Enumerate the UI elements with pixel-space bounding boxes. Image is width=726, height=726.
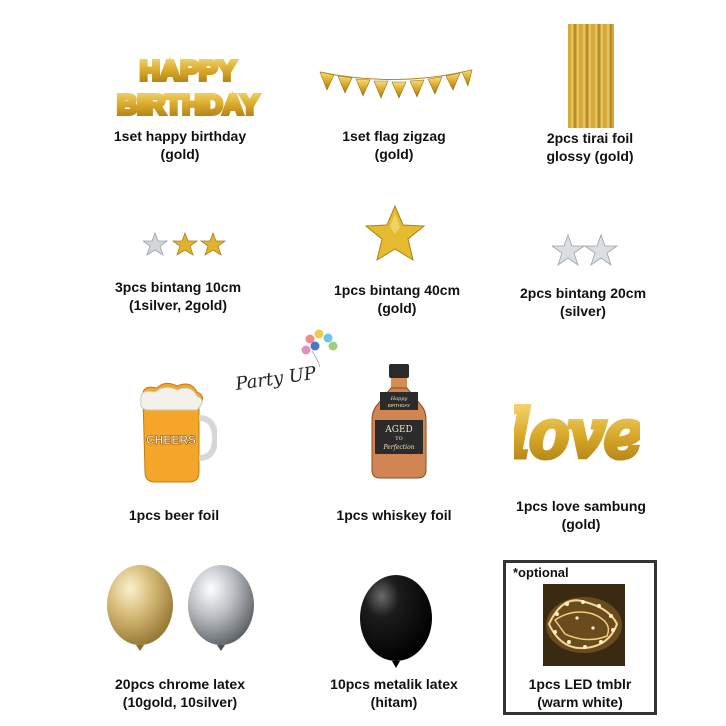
svg-text:BIRTHDAY: BIRTHDAY <box>387 403 411 408</box>
love-text: love <box>514 398 640 472</box>
svg-text:AGED: AGED <box>385 425 413 435</box>
tirai-foil-curtain <box>568 24 614 133</box>
led-light-photo <box>543 584 625 671</box>
silver-star-icon <box>552 235 584 265</box>
svg-text:TO: TO <box>395 436 403 442</box>
caption-happy-birthday: 1set happy birthday (gold) <box>113 128 247 162</box>
svg-text:Perfection: Perfection <box>383 444 415 451</box>
love-foil-balloon <box>514 376 640 481</box>
party-up-logo <box>232 325 352 408</box>
cheers-text: CHEERS <box>145 433 197 447</box>
svg-text:Happy: Happy <box>390 396 408 402</box>
silver-star-icon <box>585 235 617 265</box>
caption-bintang-40cm: 1pcs bintang 40cm (gold) <box>333 282 461 316</box>
happy-text: HAPPY <box>139 55 237 86</box>
silver-star-icon <box>143 233 167 255</box>
optional-label: *optional <box>513 565 569 580</box>
caption-metalik-latex: 10pcs metalik latex (hitam) <box>330 676 458 710</box>
birthday-text: BIRTHDAY <box>116 89 260 120</box>
caption-whiskey-foil: 1pcs whiskey foil <box>336 507 452 523</box>
whiskey-foil-balloon <box>368 362 430 485</box>
star-balloons-20cm <box>552 234 618 273</box>
chrome-latex-balloons <box>104 563 258 660</box>
caption-flag-zigzag: 1set flag zigzag (gold) <box>342 128 446 162</box>
gold-star-icon <box>201 233 225 255</box>
caption-led-tmblr: 1pcs LED tmblr (warm white) <box>528 676 632 710</box>
caption-bintang-10cm: 3pcs bintang 10cm (1silver, 2gold) <box>114 279 242 313</box>
metalik-latex-balloon <box>358 574 434 677</box>
silver-balloon-icon <box>188 565 254 645</box>
black-balloon-icon <box>360 575 432 661</box>
caption-bintang-20cm: 2pcs bintang 20cm (silver) <box>519 285 647 319</box>
beer-foil-balloon <box>135 382 217 491</box>
caption-tirai-foil: 2pcs tirai foil glossy (gold) <box>546 130 634 164</box>
caption-love-sambung: 1pcs love sambung (gold) <box>516 498 646 532</box>
star-balloon-40cm <box>364 204 426 267</box>
gold-balloon-icon <box>107 565 173 645</box>
gold-star-icon <box>173 233 197 255</box>
flag-zigzag-banner <box>318 68 474 109</box>
star-balloons-10cm <box>143 232 227 263</box>
happy-birthday-foil-letters <box>108 52 268 127</box>
logo-text: Party UP <box>234 362 318 395</box>
caption-chrome-latex: 20pcs chrome latex (10gold, 10silver) <box>115 676 245 710</box>
caption-beer-foil: 1pcs beer foil <box>128 507 220 523</box>
